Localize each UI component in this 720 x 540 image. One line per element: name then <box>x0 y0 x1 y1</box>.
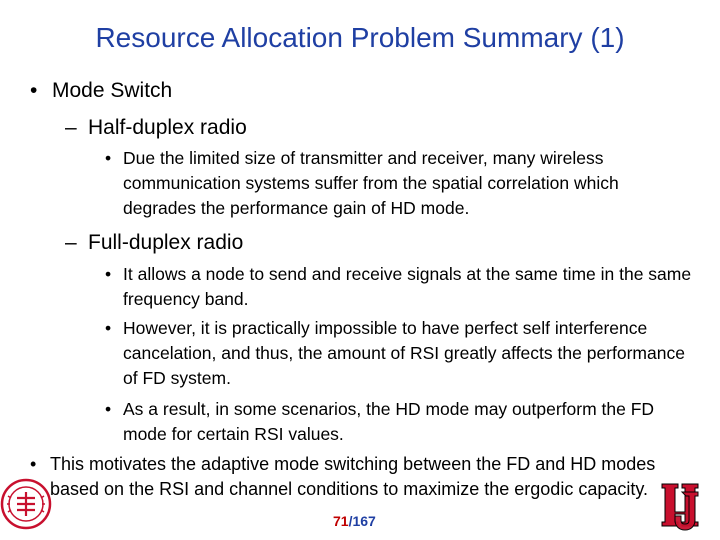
page-total: 167 <box>352 513 376 529</box>
bullet-text: Due the limited size of transmitter and receiver, many wireless communication systems suffer from the spatial correlation which degrades the performance gain of HD mode. <box>123 148 619 218</box>
page-number <box>333 513 376 529</box>
page-current: 71 <box>333 513 349 529</box>
page-separator: / <box>348 513 353 529</box>
bullet-marker: • <box>105 399 112 419</box>
bullet-text: However, it is practically impossible to have perfect self interference cancelation, and thus, the amount of RSI greatly affects the performance of FD system. <box>123 318 685 388</box>
peking-university-seal-icon <box>0 478 52 530</box>
university-of-houston-logo-icon <box>658 478 720 534</box>
bullet-fd-point-2 <box>105 316 685 391</box>
bullet-hd-point <box>105 146 685 221</box>
bullet-marker: • <box>105 148 112 168</box>
bullet-text: It allows a node to send and receive signals at the same time in the same frequency band. <box>123 264 692 309</box>
bullet-marker: • <box>30 454 37 474</box>
bullet-fd-point-3 <box>105 397 685 447</box>
bullet-text: Full-duplex radio <box>88 231 244 254</box>
bullet-text: As a result, in some scenarios, the HD mode may outperform the FD mode for certain RSI values. <box>123 399 655 444</box>
bullet-fd-point-1 <box>105 262 695 312</box>
bullet-motivation <box>30 452 670 502</box>
dash-marker: – <box>65 116 77 139</box>
bullet-marker: • <box>105 264 112 284</box>
bullet-text: This motivates the adaptive mode switching between the FD and HD modes based on the RSI and channel conditions to maximize the ergodic capacity. <box>50 454 656 499</box>
bullet-marker: • <box>30 79 38 102</box>
dash-marker: – <box>65 231 77 254</box>
bullet-text: Mode Switch <box>52 79 173 102</box>
bullet-text: Half-duplex radio <box>88 116 247 139</box>
slide-title: Resource Allocation Problem Summary (1) <box>95 22 625 53</box>
bullet-marker: • <box>105 318 112 338</box>
